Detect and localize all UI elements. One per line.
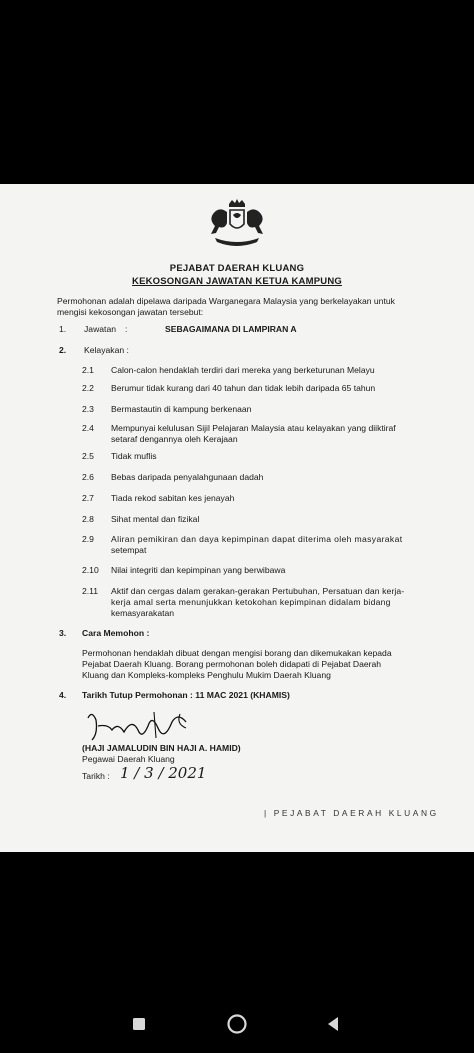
item-2-1-text: Calon-calon hendaklah terdiri dari mereka yang berketurunan Melayu <box>111 365 375 375</box>
handwritten-signature <box>84 708 214 744</box>
closing-date: Tarikh Tutup Permohonan : 11 MAC 2021 (KHAMIS) <box>82 690 290 700</box>
recent-apps-icon <box>132 1017 146 1031</box>
item-2-11-text-line-1: Aktif dan cergas dalam gerakan-gerakan Pertubuhan, Persatuan dan kerja- <box>111 586 405 596</box>
item-2-2-text: Berumur tidak kurang dari 40 tahun dan tidak lebih daripada 65 tahun <box>111 383 376 393</box>
item-2-9-text-line-1: Aliran pemikiran dan daya kepimpinan dapat diterima oleh masyarakat <box>111 534 403 544</box>
section-1-label: Jawatan <box>84 324 117 334</box>
section-1-colon: : <box>125 324 128 334</box>
item-2-3-number: 2.3 <box>82 404 94 414</box>
item-2-5-number: 2.5 <box>82 451 94 461</box>
section-4-number: 4. <box>59 690 67 700</box>
item-2-11-text-line-2: kerja amal serta menunjukkan ketokohan kepimpinan didalam bidang <box>111 597 391 607</box>
item-2-8-number: 2.8 <box>82 514 94 524</box>
item-2-4-number: 2.4 <box>82 423 94 433</box>
section-1-number: 1. <box>59 324 67 334</box>
item-2-11-text-line-3: kemasyarakatan <box>111 608 175 618</box>
signer-name: (HAJI JAMALUDIN BIN HAJI A. HAMID) <box>82 743 241 753</box>
recent-apps-button[interactable] <box>124 1009 154 1039</box>
footer-office-stamp: | PEJABAT DAERAH KLUANG <box>264 808 439 818</box>
item-2-9-text-line-2: setempat <box>111 545 147 555</box>
item-2-1-number: 2.1 <box>82 365 94 375</box>
state-crest-icon <box>203 198 271 248</box>
date-label: Tarikh : <box>82 771 110 781</box>
home-button[interactable] <box>222 1009 252 1039</box>
office-title: PEJABAT DAERAH KLUANG <box>169 263 305 274</box>
section-3-label: Cara Memohon : <box>82 628 150 638</box>
item-2-8-text: Sihat mental dan fizikal <box>111 514 200 524</box>
back-icon <box>326 1016 340 1032</box>
item-2-7-number: 2.7 <box>82 493 94 503</box>
section-3-number: 3. <box>59 628 67 638</box>
document-page <box>0 184 474 852</box>
section-2-number: 2. <box>59 345 67 355</box>
item-2-5-text: Tidak muflis <box>111 451 157 461</box>
item-2-6-text: Bebas daripada penyalahgunaan dadah <box>111 472 264 482</box>
section-2-label: Kelayakan : <box>84 345 129 355</box>
home-icon <box>226 1013 248 1035</box>
date-handwritten: 1 / 3 / 2021 <box>120 764 207 782</box>
apply-line-2: Pejabat Daerah Kluang. Borang permohonan boleh didapati di Pejabat Daerah <box>82 659 382 669</box>
item-2-11-number: 2.11 <box>82 586 99 596</box>
back-button[interactable] <box>318 1009 348 1039</box>
item-2-3-text: Bermastautin di kampung berkenaan <box>111 404 252 414</box>
intro-line-2: mengisi kekosongan jawatan tersebut: <box>57 307 204 317</box>
navigation-bar <box>0 995 474 1053</box>
intro-line-1: Permohonan adalah dipelawa daripada Warganegara Malaysia yang berkelayakan untuk <box>57 296 395 306</box>
section-1-value: SEBAGAIMANA DI LAMPIRAN A <box>165 324 297 334</box>
item-2-9-number: 2.9 <box>82 534 94 544</box>
signer-title: Pegawai Daerah Kluang <box>82 754 175 764</box>
apply-line-3: Kluang dan Kompleks-kompleks Penghulu Mukim Daerah Kluang <box>82 670 331 680</box>
vacancy-title: KEKOSONGAN JAWATAN KETUA KAMPUNG <box>132 276 342 287</box>
item-2-10-text: Nilai integriti dan kepimpinan yang berwibawa <box>111 565 286 575</box>
item-2-4-text-line-2: setaraf dengannya oleh Kerajaan <box>111 434 238 444</box>
item-2-6-number: 2.6 <box>82 472 94 482</box>
item-2-2-number: 2.2 <box>82 383 94 393</box>
item-2-10-number: 2.10 <box>82 565 99 575</box>
apply-line-1: Permohonan hendaklah dibuat dengan mengisi borang dan dikemukakan kepada <box>82 648 392 658</box>
item-2-4-text-line-1: Mempunyai kelulusan Sijil Pelajaran Malaysia atau kelayakan yang diiktiraf <box>111 423 396 433</box>
item-2-7-text: Tiada rekod sabitan kes jenayah <box>111 493 235 503</box>
